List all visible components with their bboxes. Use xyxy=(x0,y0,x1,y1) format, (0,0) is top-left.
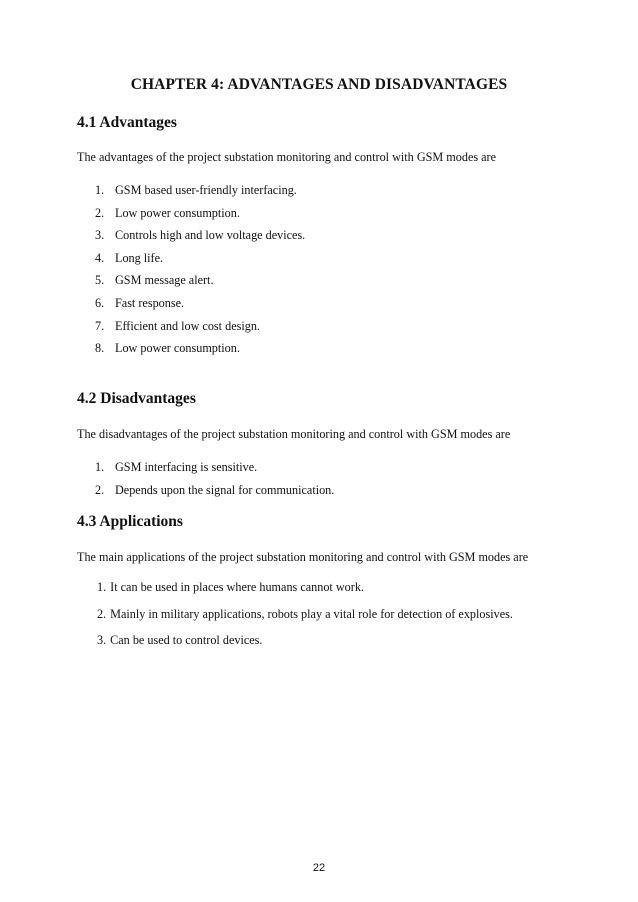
list-item xyxy=(97,579,513,606)
applications-heading: 4.3 Applications xyxy=(77,513,183,530)
list-item-number: 6. xyxy=(95,295,105,310)
list-item xyxy=(95,205,305,228)
list-item-text: Fast response. xyxy=(115,295,185,310)
list-item-text: Efficient and low cost design. xyxy=(115,318,260,333)
list-item-text: GSM message alert. xyxy=(115,273,214,288)
list-item-number: 5. xyxy=(95,273,105,288)
list-item-text: Controls high and low voltage devices. xyxy=(115,228,306,243)
list-item-number: 1. xyxy=(95,460,105,474)
list-item-number: 3. xyxy=(97,633,107,647)
list-item-number: 4. xyxy=(95,250,105,265)
page-number: 22 xyxy=(312,862,326,874)
list-item xyxy=(95,295,305,318)
list-item xyxy=(95,318,305,341)
list-item-number: 3. xyxy=(95,228,105,243)
list-item-number: 1. xyxy=(97,580,107,594)
applications-list xyxy=(97,579,513,659)
list-item xyxy=(95,250,305,273)
list-item-number: 2. xyxy=(95,482,105,497)
list-item-text: Can be used to control devices. xyxy=(110,633,263,647)
list-item xyxy=(97,632,513,659)
list-item xyxy=(95,459,334,482)
list-item-text: Mainly in military applications, robots play a vital role for detection of explosives. xyxy=(110,606,513,621)
advantages-list xyxy=(95,182,305,363)
advantages-heading: 4.1 Advantages xyxy=(77,114,177,131)
list-item xyxy=(95,272,305,295)
list-item-text: Depends upon the signal for communication. xyxy=(115,482,335,497)
list-item-number: 2. xyxy=(95,205,105,220)
disadvantages-intro: The disadvantages of the project substation monitoring and control with GSM modes are xyxy=(77,427,511,441)
list-item xyxy=(95,340,305,363)
list-item-number: 2. xyxy=(97,606,107,621)
list-item xyxy=(95,227,305,250)
list-item-text: Low power consumption. xyxy=(115,341,240,356)
applications-intro: The main applications of the project substation monitoring and control with GSM modes are xyxy=(77,550,529,564)
list-item-text: GSM based user-friendly interfacing. xyxy=(115,183,297,197)
disadvantages-heading: 4.2 Disadvantages xyxy=(77,390,196,407)
list-item xyxy=(95,182,305,205)
list-item xyxy=(95,482,334,505)
advantages-intro: The advantages of the project substation monitoring and control with GSM modes are xyxy=(77,150,497,164)
list-item xyxy=(97,606,513,633)
list-item-text: Long life. xyxy=(115,250,164,265)
list-item-number: 1. xyxy=(95,183,105,197)
list-item-text: Low power consumption. xyxy=(115,205,240,220)
disadvantages-list xyxy=(95,459,334,504)
list-item-text: It can be used in places where humans cannot work. xyxy=(110,580,364,594)
list-item-number: 7. xyxy=(95,318,105,333)
list-item-number: 8. xyxy=(95,341,105,356)
chapter-title: CHAPTER 4: ADVANTAGES AND DISADVANTAGES xyxy=(130,76,508,93)
list-item-text: GSM interfacing is sensitive. xyxy=(115,460,258,474)
